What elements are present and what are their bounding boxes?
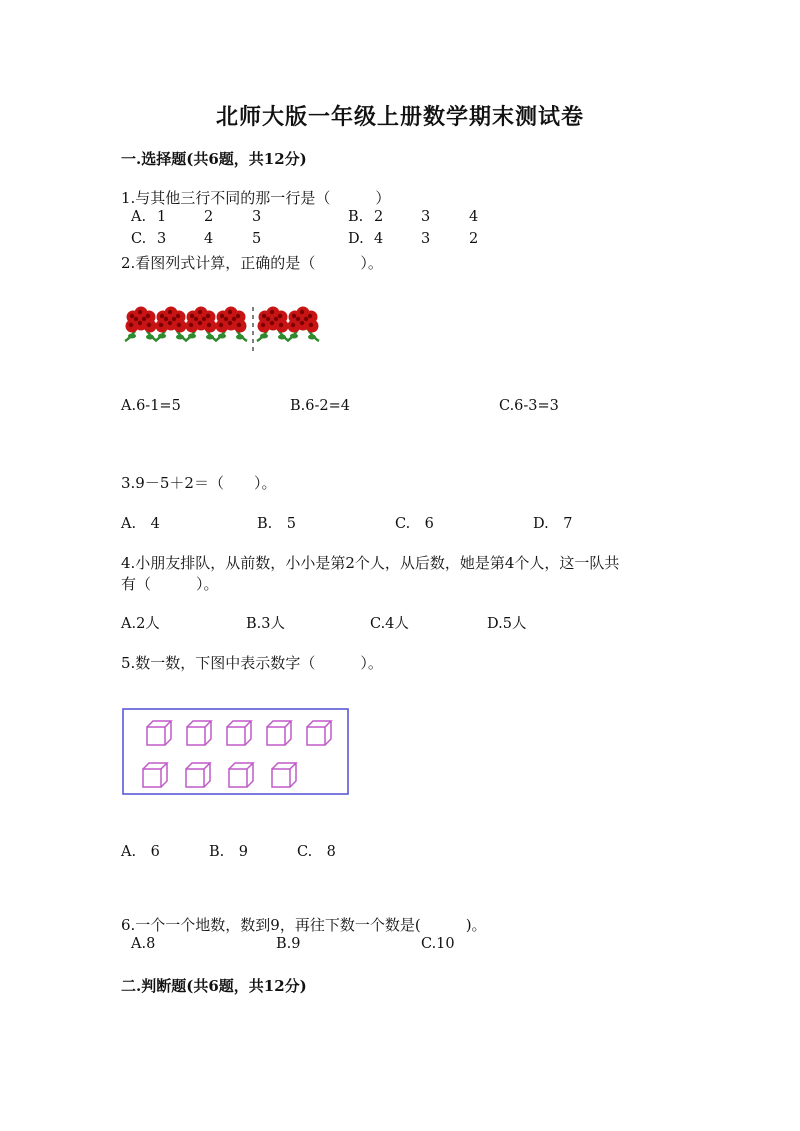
section-heading-judgement: 二.判断题(共6题，共12分) — [121, 977, 307, 995]
option-b: B. 9 — [209, 844, 248, 860]
option-c: C.6-3=3 — [499, 398, 559, 414]
option-label: D. — [348, 231, 364, 247]
cube-icon — [227, 721, 251, 745]
option-label: A. — [131, 209, 147, 225]
option-label: B. — [348, 209, 364, 225]
flowers-figure — [121, 305, 331, 353]
option-value: 3 — [157, 231, 167, 247]
option-a: A.2人 — [121, 616, 160, 632]
option-a: A. 6 — [121, 844, 160, 860]
question-4-stem-line2: 有（ ）。 — [121, 575, 219, 593]
cube-icon — [272, 763, 296, 787]
cube-icon — [307, 721, 331, 745]
question-2-stem: 2.看图列式计算，正确的是（ ）。 — [121, 254, 383, 272]
option-value: 4 — [374, 231, 384, 247]
option-a: A. 4 — [121, 516, 160, 532]
section-heading-choice: 一.选择题(共6题，共12分) — [121, 150, 307, 168]
question-3-stem: 3.9－5＋2＝（ ）。 — [121, 474, 277, 492]
rose-icon — [257, 307, 289, 342]
cube-icon — [229, 763, 253, 787]
option-value: 1 — [157, 209, 167, 225]
option-b: B.9 — [276, 936, 301, 952]
option-value: 3 — [252, 209, 262, 225]
question-5-stem: 5.数一数，下图中表示数字（ ）。 — [121, 654, 383, 672]
option-value: 3 — [421, 209, 431, 225]
cube-icon — [143, 763, 167, 787]
rose-icon — [155, 307, 187, 342]
cube-icon — [147, 721, 171, 745]
option-d: D.5人 — [487, 616, 527, 632]
option-value: 4 — [204, 231, 214, 247]
rose-icon — [185, 307, 217, 342]
option-value: 2 — [204, 209, 214, 225]
question-4-stem-line1: 4.小朋友排队，从前数，小小是第2个人，从后数，她是第4个人，这一队共 — [121, 554, 620, 572]
option-value: 3 — [421, 231, 431, 247]
option-label: C. — [131, 231, 147, 247]
option-value: 5 — [252, 231, 262, 247]
option-c: C.4人 — [370, 616, 409, 632]
option-value: 2 — [469, 231, 479, 247]
cube-icon — [267, 721, 291, 745]
cubes-figure — [121, 707, 351, 797]
cube-icon — [186, 763, 210, 787]
option-c: C. 8 — [297, 844, 336, 860]
option-d: D. 7 — [533, 516, 573, 532]
option-b: B. 5 — [257, 516, 296, 532]
rose-icon — [215, 307, 247, 342]
rose-icon — [125, 307, 157, 342]
option-a: A.6-1=5 — [121, 398, 181, 414]
cube-icon — [187, 721, 211, 745]
option-b: B.6-2=4 — [290, 398, 350, 414]
option-b: B.3人 — [246, 616, 285, 632]
option-a: A.8 — [131, 936, 156, 952]
page-title: 北师大版一年级上册数学期末测试卷 — [215, 104, 584, 130]
rose-icon — [287, 307, 319, 342]
option-value: 2 — [374, 209, 384, 225]
option-c: C.10 — [421, 936, 455, 952]
question-1-stem: 1.与其他三行不同的那一行是（ ） — [121, 189, 391, 207]
option-value: 4 — [469, 209, 479, 225]
option-c: C. 6 — [395, 516, 434, 532]
question-6-stem: 6.一个一个地数，数到9，再往下数一个数是( )。 — [121, 916, 487, 934]
